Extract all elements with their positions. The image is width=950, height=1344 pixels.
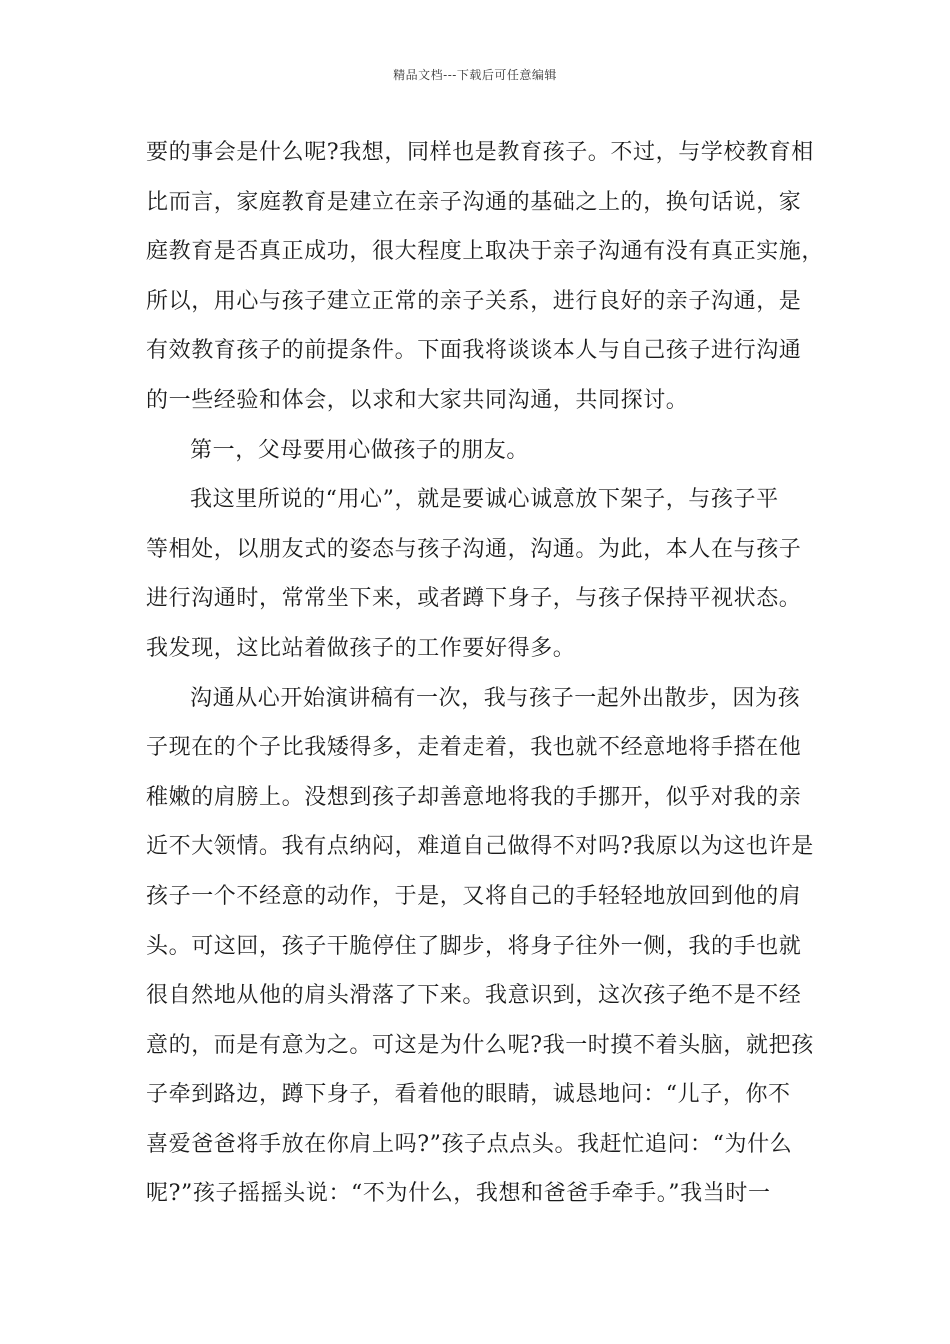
text-line: 喜爱爸爸将手放在你肩上吗?”孩子点点头。我赶忙追问：“为什么 <box>146 1131 793 1157</box>
text-line: 意的，而是有意为之。可这是为什么呢?我一时摸不着头脑，就把孩 <box>146 1032 814 1058</box>
text-line: 很自然地从他的肩头滑落了下来。我意识到，这次孩子绝不是不经 <box>146 983 802 1009</box>
text-line: 稚嫩的肩膀上。没想到孩子却善意地将我的手挪开，似乎对我的亲 <box>146 784 802 810</box>
text-line: 沟通从心开始演讲稿有一次，我与孩子一起外出散步，因为孩 <box>190 685 801 711</box>
text-line: 有效教育孩子的前提条件。下面我将谈谈本人与自己孩子进行沟通 <box>146 338 802 364</box>
text-line: 比而言，家庭教育是建立在亲子沟通的基础之上的，换句话说，家 <box>146 189 802 215</box>
text-line: 我这里所说的“用心”，就是要诚心诚意放下架子，与孩子平 <box>190 487 779 513</box>
page-header: 精品文档---下载后可任意编辑 <box>393 68 557 82</box>
text-line: 子牵到路边，蹲下身子，看着他的眼睛，诚恳地问：“儿子，你不 <box>146 1082 791 1108</box>
text-line: 所以，用心与孩子建立正常的亲子关系，进行良好的亲子沟通，是 <box>146 288 802 314</box>
text-line: 等相处，以朋友式的姿态与孩子沟通，沟通。为此，本人在与孩子 <box>146 536 802 562</box>
text-line: 头。可这回，孩子干脆停住了脚步，将身子往外一侧，我的手也就 <box>146 933 802 959</box>
text-line: 庭教育是否真正成功，很大程度上取决于亲子沟通有没有真正实施， <box>146 239 825 265</box>
text-line: 的一些经验和体会，以求和大家共同沟通，共同探讨。 <box>146 387 689 413</box>
body-text <box>146 128 825 1219</box>
text-line: 近不大领情。我有点纳闷，难道自己做得不对吗?我原以为这也许是 <box>146 834 814 860</box>
text-line: 孩子一个不经意的动作，于是，又将自己的手轻轻地放回到他的肩 <box>146 883 802 909</box>
text-line: 呢?”孩子摇摇头说：“不为什么，我想和爸爸手牵手。”我当时一 <box>146 1181 771 1207</box>
text-line: 要的事会是什么呢?我想，同样也是教育孩子。不过，与学校教育相 <box>146 140 814 165</box>
section-heading: 第一，父母要用心做孩子的朋友。 <box>190 437 530 463</box>
text-line: 进行沟通时，常常坐下来，或者蹲下身子，与孩子保持平视状态。 <box>146 586 802 612</box>
text-line: 我发现，这比站着做孩子的工作要好得多。 <box>146 635 576 661</box>
text-line: 子现在的个子比我矮得多，走着走着，我也就不经意地将手搭在他 <box>146 735 802 761</box>
